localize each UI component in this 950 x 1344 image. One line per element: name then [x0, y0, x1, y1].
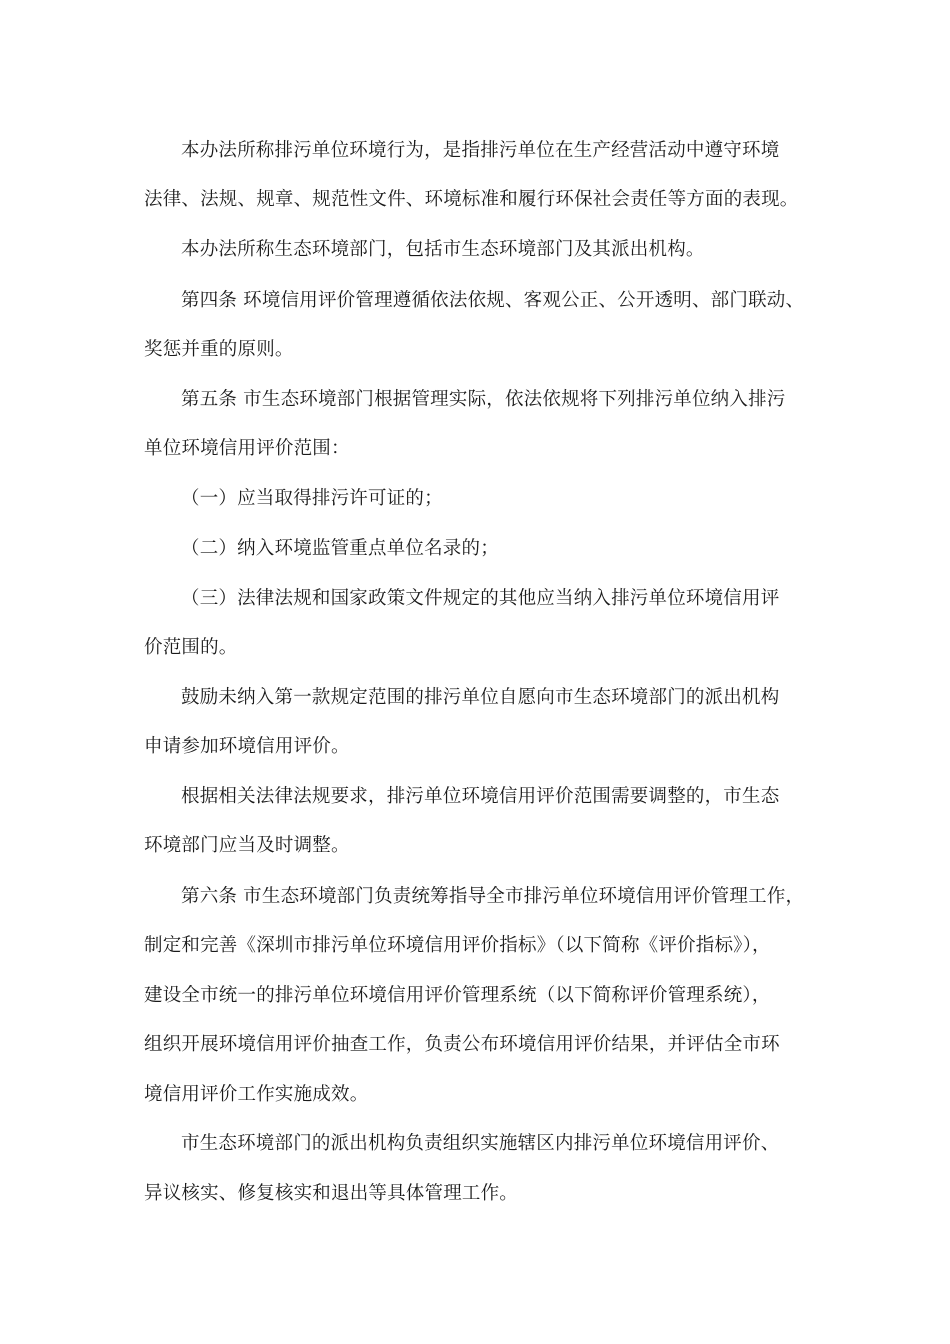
text-line: 奖惩并重的原则。	[144, 339, 294, 360]
text-line: 第六条 市生态环境部门负责统筹指导全市排污单位环境信用评价管理工作，	[181, 886, 805, 907]
text-line: 第五条 市生态环境部门根据管理实际，依法依规将下列排污单位纳入排污	[181, 389, 786, 410]
text-line: 鼓励未纳入第一款规定范围的排污单位自愿向市生态环境部门的派出机构	[181, 687, 780, 708]
text-line: 申请参加环境信用评价。	[144, 736, 350, 757]
text-line: （二）纳入环境监管重点单位名录的；	[181, 538, 499, 559]
text-line: 本办法所称生态环境部门，包括市生态环境部门及其派出机构。	[181, 239, 705, 260]
text-line: 环境部门应当及时调整。	[144, 835, 350, 856]
text-line: （一）应当取得排污许可证的；	[181, 488, 443, 509]
text-line: 根据相关法律法规要求，排污单位环境信用评价范围需要调整的，市生态	[181, 786, 780, 807]
text-line: 单位环境信用评价范围：	[144, 438, 350, 459]
text-line: 市生态环境部门的派出机构负责组织实施辖区内排污单位环境信用评价、	[181, 1133, 780, 1154]
text-line: 异议核实、修复核实和退出等具体管理工作。	[144, 1183, 519, 1204]
text-line: 本办法所称排污单位环境行为，是指排污单位在生产经营活动中遵守环境	[181, 140, 780, 161]
text-line: 制定和完善《深圳市排污单位环境信用评价指标》（以下简称《评价指标》），	[144, 935, 771, 956]
text-line: 境信用评价工作实施成效。	[144, 1084, 369, 1105]
text-line: 法律、法规、规章、规范性文件、环境标准和履行环保社会责任等方面的表现。	[144, 189, 799, 210]
text-line: 建设全市统一的排污单位环境信用评价管理系统（以下简称评价管理系统），	[144, 985, 771, 1006]
text-line: （三）法律法规和国家政策文件规定的其他应当纳入排污单位环境信用评	[181, 588, 780, 609]
text-line: 组织开展环境信用评价抽查工作，负责公布环境信用评价结果，并评估全市环	[144, 1034, 780, 1055]
text-line: 第四条 环境信用评价管理遵循依法依规、客观公正、公开透明、部门联动、	[181, 290, 805, 311]
text-line: 价范围的。	[144, 637, 238, 658]
